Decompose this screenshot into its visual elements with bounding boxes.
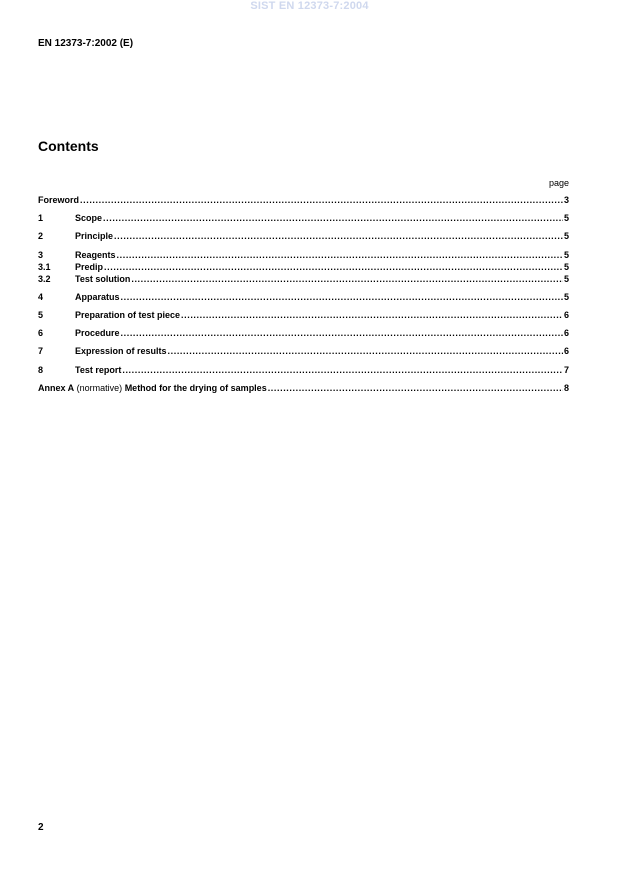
toc-entry-annex-a[interactable]: [38, 383, 569, 394]
toc-entry-title: [38, 383, 267, 394]
watermark: SIST EN 12373-7:2004: [250, 0, 369, 12]
annex-normative-label: (normative): [74, 383, 125, 393]
toc-entry-number: 3.2: [38, 274, 51, 284]
toc-entry-page: 5: [563, 262, 569, 272]
toc-entry-page: 7: [563, 365, 569, 375]
toc-leader-dots: [80, 195, 563, 206]
toc-leader-dots: [104, 262, 563, 273]
toc-entry-page: 5: [563, 213, 569, 223]
toc-entry-title: Test report: [75, 365, 122, 375]
toc-entry-title: Foreword: [38, 195, 80, 205]
toc-entry-title: Scope: [75, 213, 103, 223]
toc-entry-apparatus[interactable]: [38, 292, 569, 303]
toc-entry-number: 8: [38, 365, 44, 375]
toc-entry-test-report[interactable]: [38, 365, 569, 376]
document-id: EN 12373-7:2002 (E): [38, 38, 134, 49]
toc-entry-foreword[interactable]: [38, 195, 569, 206]
toc-entry-number: 1: [38, 213, 44, 223]
toc-entry-title: Procedure: [75, 328, 120, 338]
toc-entry-scope[interactable]: [38, 213, 569, 224]
toc-entry-number: 3: [38, 250, 44, 260]
page-column-label: page: [548, 178, 569, 188]
toc-entry-number: 7: [38, 346, 44, 356]
toc-entry-title: Expression of results: [75, 346, 167, 356]
toc-leader-dots: [122, 365, 563, 376]
toc-entry-title: Predip: [75, 262, 104, 272]
toc-entry-reagents[interactable]: [38, 250, 569, 261]
toc-entry-title: Principle: [75, 231, 114, 241]
toc-entry-page: 3: [563, 195, 569, 205]
toc-entry-page: 5: [563, 292, 569, 302]
toc-entry-number: 5: [38, 310, 44, 320]
toc-leader-dots: [168, 346, 563, 357]
toc-entry-preparation[interactable]: [38, 310, 569, 321]
toc-leader-dots: [103, 213, 563, 224]
toc-entry-title: Preparation of test piece: [75, 310, 181, 320]
annex-label: Annex A: [38, 383, 75, 393]
toc-entry-expression-of-results[interactable]: [38, 346, 569, 357]
toc-entry-title: Apparatus: [75, 292, 120, 302]
toc-leader-dots: [121, 328, 563, 339]
toc-leader-dots: [131, 274, 563, 285]
toc-entry-page: 6: [563, 310, 569, 320]
toc-entry-number: 4: [38, 292, 44, 302]
toc-entry-title: Reagents: [75, 250, 116, 260]
toc-leader-dots: [181, 310, 563, 321]
toc-entry-number: 6: [38, 328, 44, 338]
page-number: 2: [38, 822, 44, 833]
contents-title: Contents: [38, 138, 99, 154]
toc-entry-page: 6: [563, 346, 569, 356]
toc-leader-dots: [114, 231, 563, 242]
toc-entry-page: 6: [563, 328, 569, 338]
toc-entry-page: 8: [563, 383, 569, 393]
toc-entry-number: 3.1: [38, 262, 51, 272]
toc-leader-dots: [121, 292, 563, 303]
toc-entry-procedure[interactable]: [38, 328, 569, 339]
toc-entry-page: 5: [563, 250, 569, 260]
toc-entry-principle[interactable]: [38, 231, 569, 242]
toc-entry-page: 5: [563, 274, 569, 284]
toc-entry-page: 5: [563, 231, 569, 241]
toc-entry-title: Test solution: [75, 274, 131, 284]
toc-leader-dots: [117, 250, 563, 261]
toc-entry-test-solution[interactable]: [38, 274, 569, 285]
toc-leader-dots: [268, 383, 563, 394]
toc-entry-predip[interactable]: [38, 262, 569, 273]
toc-entry-number: 2: [38, 231, 44, 241]
annex-title: Method for the drying of samples: [124, 383, 267, 393]
